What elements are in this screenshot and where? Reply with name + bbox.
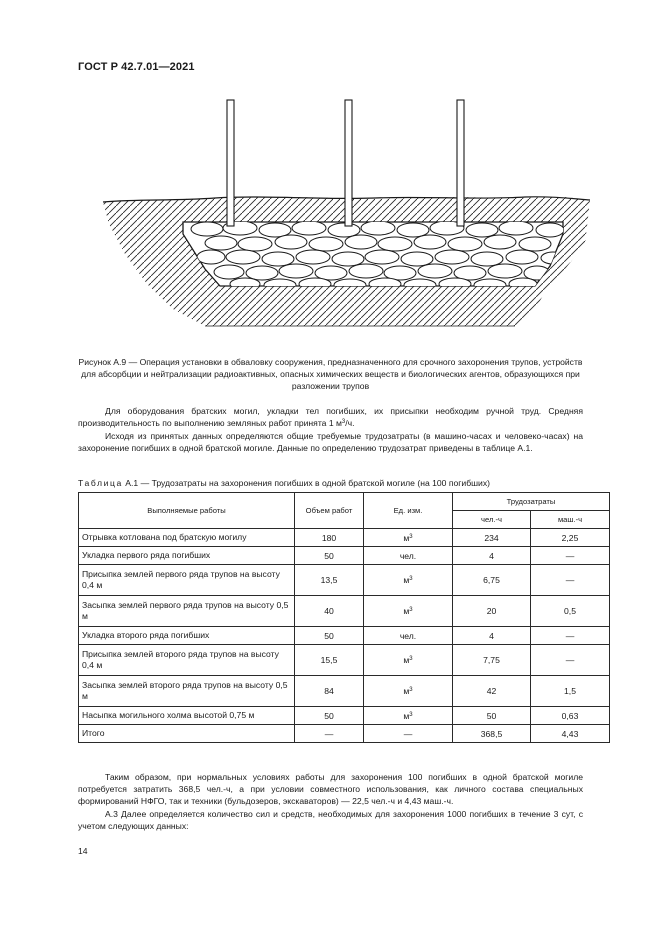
cell-man-hours: 234 xyxy=(453,529,531,547)
cell-unit xyxy=(364,707,453,725)
table-row xyxy=(79,529,610,547)
table-title: Таблица А.1 — Трудозатраты на захоронения погибших в одной братской могиле (на 100 погибших) xyxy=(78,478,490,488)
cell-work: Засыпка землей второго ряда трупов на высоту 0,5 м xyxy=(79,676,295,707)
cell-machine-hours: 0,5 xyxy=(531,596,610,627)
cell-volume: 50 xyxy=(295,547,364,565)
unit-base: чел. xyxy=(399,550,417,561)
table-row xyxy=(79,547,610,565)
cell-machine-hours: 4,43 xyxy=(531,725,610,743)
header-machine-hours: маш.-ч xyxy=(531,511,610,529)
table-row xyxy=(79,676,610,707)
cell-man-hours: 50 xyxy=(453,707,531,725)
unit-superscript: 3 xyxy=(409,687,413,693)
cell-work: Укладка первого ряда погибших xyxy=(79,547,295,565)
cell-machine-hours: — xyxy=(531,627,610,645)
cell-man-hours: 20 xyxy=(453,596,531,627)
paragraph-1: Для оборудования братских могил, укладки тел погибших, их присыпки необходим ручной труд. Средняя производительность по выполнению земляных работ принята 1 $м^3/ч$. xyxy=(78,406,583,429)
unit-base: м xyxy=(403,710,410,721)
cell-volume: 15,5 xyxy=(295,645,364,676)
cell-work: Засыпка землей первого ряда трупов на высоту 0,5 м xyxy=(79,596,295,627)
unit-base: м xyxy=(403,606,410,616)
header-man-hours: чел.-ч xyxy=(453,511,531,529)
cell-work: Насыпка могильного холма высотой 0,75 м xyxy=(79,707,295,725)
paragraph-4: А.3 Далее определяется количество сил и средств, необходимых для захоронения 1000 погибших в течение 3 сут, с учетом следующих данных: xyxy=(78,809,583,832)
figure-caption: Рисунок А.9 — Операция установки в обваловку сооружения, предназначенного для срочного захоронения трупов, устройств для абсорбции и нейтрализации радиоактивных, опасных химических веществ и биологических агентов, образующихся при разложении трупов xyxy=(78,357,583,392)
table-row xyxy=(79,707,610,725)
header-work: Выполняемые работы xyxy=(79,493,295,529)
cell-unit xyxy=(364,645,453,676)
cell-volume: 13,5 xyxy=(295,565,364,596)
cell-unit xyxy=(364,529,453,547)
unit-superscript: 3 xyxy=(409,607,413,613)
table-row xyxy=(79,565,610,596)
unit-superscript: 3 xyxy=(409,711,413,718)
unit-superscript: 3 xyxy=(409,656,413,662)
burial-trench-diagram xyxy=(95,94,595,344)
cell-volume: 50 xyxy=(295,627,364,645)
table-row xyxy=(79,725,610,743)
cell-unit xyxy=(364,565,453,596)
page-number: 14 xyxy=(78,846,88,856)
table-row xyxy=(79,596,610,627)
cell-volume: 40 xyxy=(295,596,364,627)
cell-man-hours: 6,75 xyxy=(453,565,531,596)
cell-work: Укладка второго ряда погибших xyxy=(79,627,295,645)
cell-machine-hours: 2,25 xyxy=(531,529,610,547)
cell-volume: 84 xyxy=(295,676,364,707)
cell-machine-hours: 0,63 xyxy=(531,707,610,725)
cell-volume: 50 xyxy=(295,707,364,725)
unit-base: м xyxy=(403,686,410,696)
cell-man-hours: 7,75 xyxy=(453,645,531,676)
cell-work: Отрывка котлована под братскую могилу xyxy=(79,529,295,547)
cell-work: Присыпка землей второго ряда трупов на высоту 0,4 м xyxy=(79,645,295,676)
header-labor: Трудозатраты xyxy=(453,493,610,511)
table-row xyxy=(79,627,610,645)
unit-base: м xyxy=(403,575,410,585)
header-volume: Объем работ xyxy=(295,493,364,529)
cell-man-hours: 4 xyxy=(453,547,531,565)
cell-man-hours: 368,5 xyxy=(453,725,531,743)
cell-man-hours: 4 xyxy=(453,627,531,645)
labor-costs-table xyxy=(78,492,610,743)
header-unit: Ед. изм. xyxy=(364,493,453,529)
unit-base: м xyxy=(403,655,410,665)
unit-base: м xyxy=(403,532,410,543)
cell-machine-hours: 1,5 xyxy=(531,676,610,707)
paragraph-2: Исходя из принятых данных определяются общие требуемые трудозатраты (в машино-часах и человеко-часах) на захоронение погибших в одной братской могиле. Данные по определению трудозатрат приведены в таблице А.1. xyxy=(78,431,583,454)
cell-machine-hours: — xyxy=(531,547,610,565)
cell-volume: — xyxy=(295,725,364,743)
cell-man-hours: 42 xyxy=(453,676,531,707)
table-row xyxy=(79,645,610,676)
cell-machine-hours: — xyxy=(531,645,610,676)
unit-superscript: 3 xyxy=(409,533,413,540)
unit-base: чел. xyxy=(399,630,417,641)
cell-machine-hours: — xyxy=(531,565,610,596)
cell-volume: 180 xyxy=(295,529,364,547)
unit-superscript: 3 xyxy=(409,576,413,582)
cell-unit xyxy=(364,725,453,743)
cell-work: Итого xyxy=(79,725,295,743)
cell-unit xyxy=(364,596,453,627)
cell-unit xyxy=(364,627,453,645)
paragraph-3: Таким образом, при нормальных условиях работы для захоронения 100 погибших в одной братской могиле потребуется затратить 368,5 чел.-ч, а при условии совместного использования, как личного состава специальных формирований НФГО, так и техники (бульдозеров, экскаваторов) — 22,5 чел.-ч и 4,43 маш.-ч. xyxy=(78,772,583,807)
cell-work: Присыпка землей первого ряда трупов на высоту 0,4 м xyxy=(79,565,295,596)
table-body xyxy=(79,529,610,743)
document-header: ГОСТ Р 42.7.01—2021 xyxy=(78,61,195,73)
cell-unit xyxy=(364,676,453,707)
unit-base: — xyxy=(403,728,413,739)
cell-unit xyxy=(364,547,453,565)
